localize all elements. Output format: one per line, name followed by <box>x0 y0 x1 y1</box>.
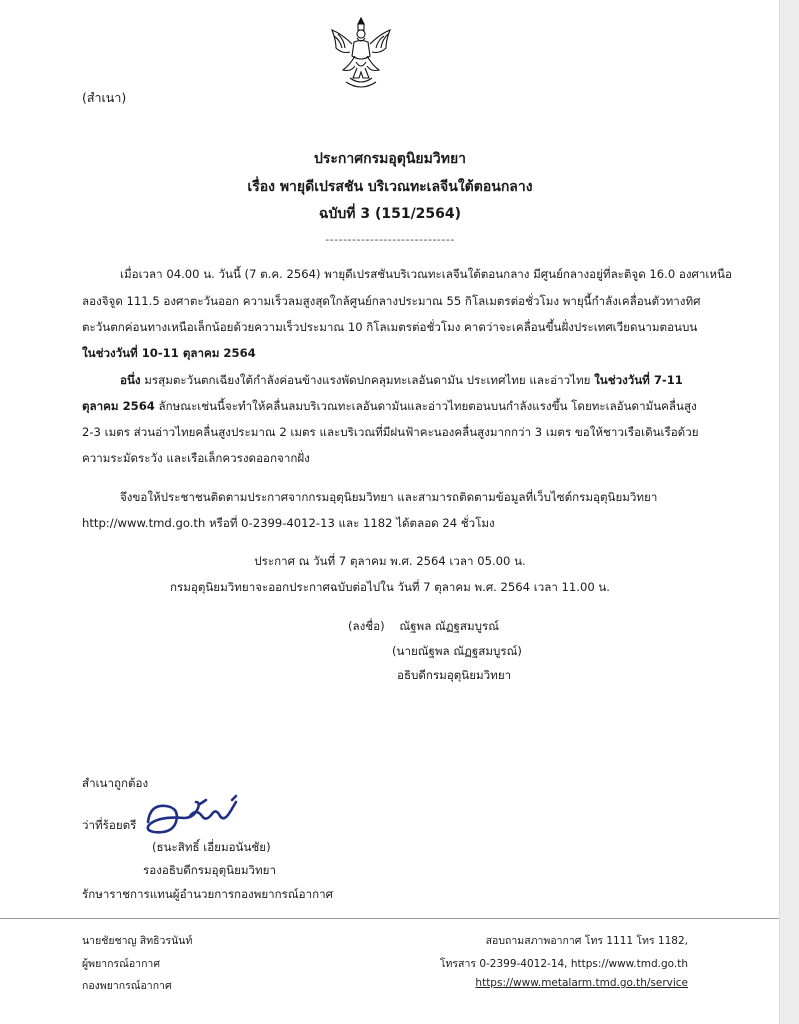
paragraph-2-text-2: ลักษณะเช่นนี้จะทำให้คลื่นลมบริเวณทะเลอันดามันและอ่าวไทยตอนบนกำลังแรงขึ้น โดยทะเลอันดามันคลื่นสูง <box>154 399 697 413</box>
separator: ----------------------------- <box>325 233 455 246</box>
paragraph-3-line-2: http://www.tmd.go.th หรือที่ 0-2399-4012-13 และ 1182 ได้ตลอด 24 ชั่วโมง <box>82 516 495 530</box>
certifier-name: (ธนะสิทธิ์ เอี่ยมอนันชัย) <box>152 840 271 854</box>
paragraph-2-lead: อนึ่ง <box>120 373 141 387</box>
footer-divider <box>0 918 780 919</box>
signature-line <box>348 618 499 636</box>
footer-division: กองพยากรณ์อากาศ <box>82 980 172 992</box>
paragraph-3-line-1: จึงขอให้ประชาชนติดตามประกาศจากกรมอุตุนิยมวิทยา และสามารถติดตามข้อมูลที่เว็บไซต์กรมอุตุนิยมวิทยา <box>120 490 658 504</box>
paragraph-2-line-3: 2-3 เมตร ส่วนอ่าวไทยคลื่นสูงประมาณ 2 เมตร และบริเวณที่มีฝนฟ้าคะนองคลื่นสูงมากกว่า 3 เมตร ขอให้ชาวเรือเดินเรือด้วย <box>82 425 699 439</box>
signer-position: อธิบดีกรมอุตุนิยมวิทยา <box>397 668 512 682</box>
handwritten-signature-icon <box>140 792 260 844</box>
paragraph-2-text: มรสุมตะวันตกเฉียงใต้กำลังค่อนข้างแรงพัดปกคลุมทะเลอันดามัน ประเทศไทย และอ่าวไทย <box>140 373 595 387</box>
certifier-acting-role: รักษาราชการแทนผู้อำนวยการกองพยากรณ์อากาศ <box>82 887 334 901</box>
certifier-position: รองอธิบดีกรมอุตุนิยมวิทยา <box>143 863 276 877</box>
paragraph-2-line-4: ความระมัดระวัง และเรือเล็กควรงดออกจากฝั่ง <box>82 451 310 465</box>
paragraph-2-line-2 <box>82 398 697 416</box>
announcement-issue: ฉบับที่ 3 (151/2564) <box>318 206 462 222</box>
footer-phone: สอบถามสภาพอากาศ โทร 1111 โทร 1182, <box>485 935 688 947</box>
paragraph-1-line-2: ลองจิจูด 111.5 องศาตะวันออก ความเร็วลมสูงสุดใกล้ศูนย์กลางประมาณ 55 กิโลเมตรต่อชั่วโมง พายุนี้กำลังเคลื่อนตัวทางทิศ <box>82 294 701 308</box>
certified-copy-label: สำเนาถูกต้อง <box>82 776 149 790</box>
paragraph-2-month: ตุลาคม 2564 <box>82 399 155 413</box>
signed-prefix: (ลงชื่อ) <box>348 619 385 633</box>
signed-name: ณัฐพล ณัฏฐสมบูรณ์ <box>399 619 499 633</box>
footer-service-link[interactable]: https://www.metalarm.tmd.go.th/service <box>475 977 688 989</box>
garuda-emblem-icon <box>328 14 394 90</box>
paragraph-1-line-3: ตะวันตกค่อนทางเหนือเล็กน้อยด้วยความเร็วประมาณ 10 กิโลเมตรต่อชั่วโมง คาดว่าจะเคลื่อนขึ้นฝั่งประเทศเวียดนามตอนบน <box>82 320 698 334</box>
signer-full-name: (นายณัฐพล ณัฏฐสมบูรณ์) <box>392 644 522 658</box>
announced-datetime: ประกาศ ณ วันที่ 7 ตุลาคม พ.ศ. 2564 เวลา 05.00 น. <box>254 554 526 568</box>
announcement-title: ประกาศกรมอุตุนิยมวิทยา <box>313 151 467 167</box>
copy-label: (สำเนา) <box>82 90 127 105</box>
paragraph-2-date-range: ในช่วงวันที่ 7-11 <box>594 373 683 387</box>
certifier-rank: ว่าที่ร้อยตรี <box>82 818 137 832</box>
footer-forecaster-title: ผู้พยากรณ์อากาศ <box>82 958 160 970</box>
footer-forecaster-name: นายชัยชาญ สิทธิวรนันท์ <box>82 935 193 947</box>
paragraph-1-line-4: ในช่วงวันที่ 10-11 ตุลาคม 2564 <box>82 346 256 360</box>
scrollbar[interactable] <box>779 0 799 1024</box>
next-issue-datetime: กรมอุตุนิยมวิทยาจะออกประกาศฉบับต่อไปใน วันที่ 7 ตุลาคม พ.ศ. 2564 เวลา 11.00 น. <box>170 580 610 594</box>
announcement-subject: เรื่อง พายุดีเปรสชัน บริเวณทะเลจีนใต้ตอนกลาง <box>247 179 533 195</box>
paragraph-2-line-1 <box>120 372 683 390</box>
footer-fax-website: โทรสาร 0-2399-4012-14, https://www.tmd.go.th <box>439 958 688 970</box>
paragraph-1-line-1: เมื่อเวลา 04.00 น. วันนี้ (7 ต.ค. 2564) พายุดีเปรสชันบริเวณทะเลจีนใต้ตอนกลาง มีศูนย์กลางอยู่ที่ละติจูด 16.0 องศาเหนือ <box>120 267 732 281</box>
